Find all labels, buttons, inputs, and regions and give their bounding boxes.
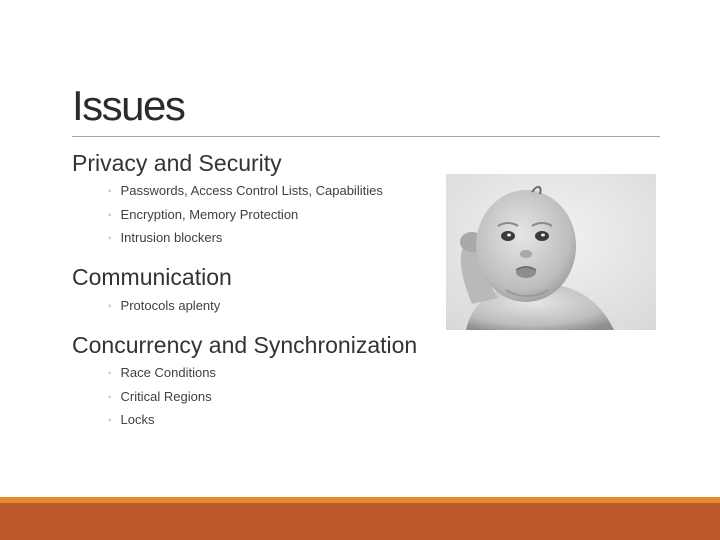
list-item: [108, 385, 216, 409]
baby-illustration-icon: [446, 174, 656, 330]
list-item: [108, 179, 383, 203]
bullet-text: Encryption, Memory Protection: [120, 206, 299, 222]
bullet-text: Race Conditions: [120, 365, 216, 380]
bullet-text: Locks: [120, 412, 155, 427]
privacy-security-bullet-list: [108, 179, 383, 250]
communication-bullet-list: [108, 294, 220, 318]
concurrency-bullet-list: [108, 361, 216, 432]
list-item: [108, 226, 383, 250]
bullet-circle-icon: ◦: [108, 301, 112, 312]
bullet-text: Intrusion blockers: [120, 230, 223, 245]
slide-title: Issues: [72, 82, 185, 129]
title-divider: [72, 136, 660, 137]
section-heading-concurrency: Concurrency and Synchronization: [72, 332, 418, 358]
list-item: [108, 203, 383, 227]
list-item: [108, 294, 220, 318]
bullet-circle-icon: ◦: [108, 209, 112, 221]
bullet-circle-icon: ◦: [108, 391, 112, 403]
bullet-circle-icon: ◦: [108, 415, 112, 426]
section-heading-privacy-security: Privacy and Security: [72, 150, 282, 176]
bullet-circle-icon: ◦: [108, 368, 112, 379]
section-heading-communication: Communication: [72, 264, 232, 290]
bullet-text: Passwords, Access Control Lists, Capabilities: [120, 183, 383, 198]
baby-photo: [446, 174, 656, 330]
list-item: [108, 408, 216, 432]
bullet-circle-icon: ◦: [108, 186, 112, 197]
footer-bar: [0, 503, 720, 540]
list-item: [108, 361, 216, 385]
bullet-text: Critical Regions: [120, 388, 212, 404]
bullet-text: Protocols aplenty: [120, 298, 221, 313]
bullet-circle-icon: ◦: [108, 233, 112, 244]
